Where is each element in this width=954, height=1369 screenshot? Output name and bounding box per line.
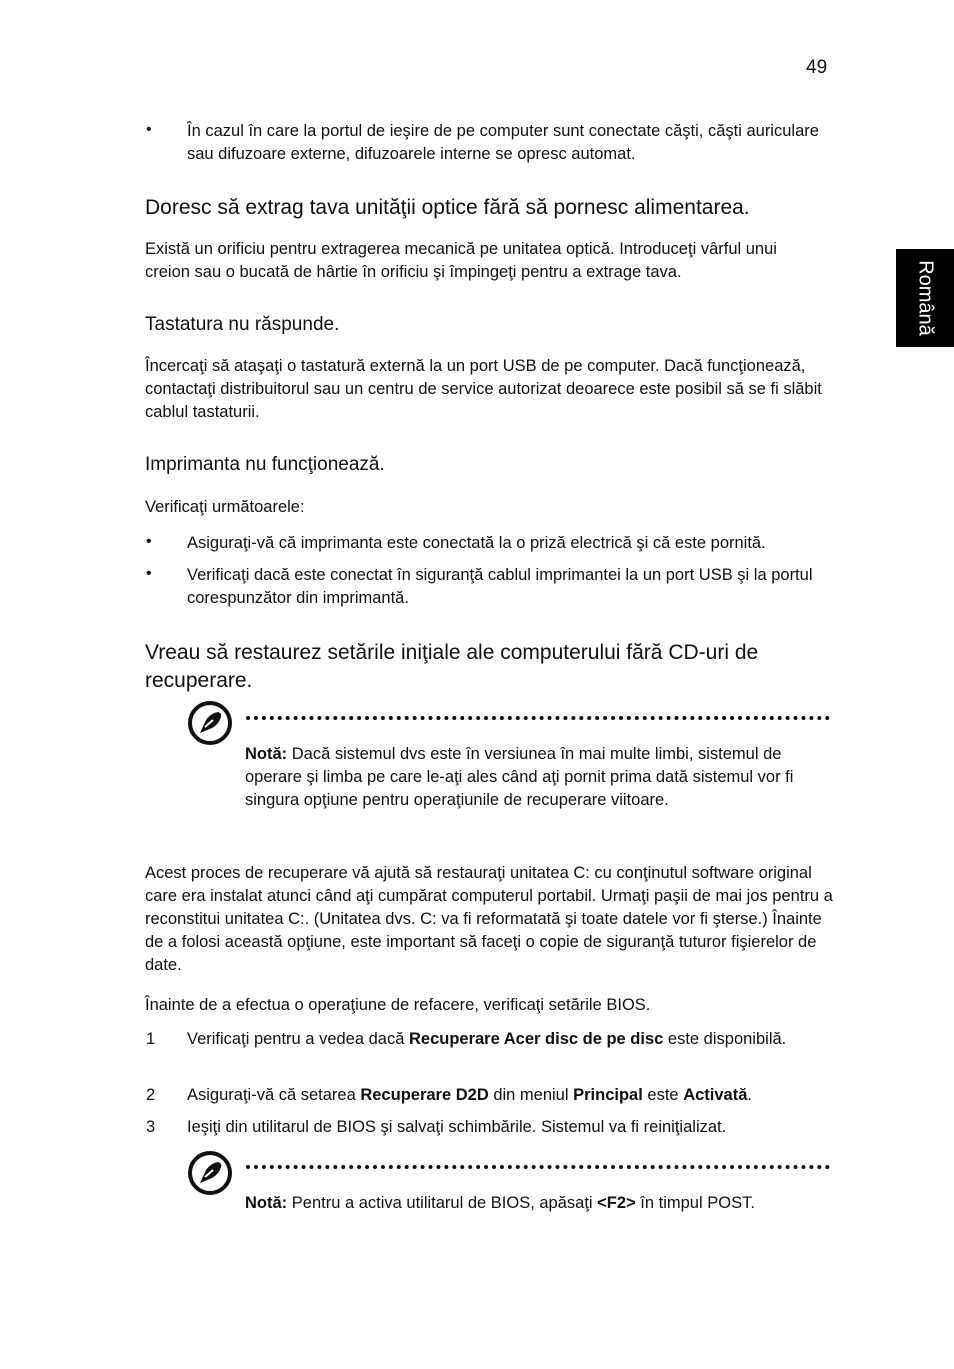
- section-heading: Doresc să extrag tava unităţii optice fără să pornesc alimentarea.: [145, 196, 750, 219]
- step-number: 3: [146, 1118, 156, 1136]
- bullet-text: Verificaţi dacă este conectat în siguranţă cablul imprimantei la un port USB şi la portul corespunzător din imprimantă.: [187, 566, 813, 607]
- section-body: Înainte de a efectua o operaţiune de refacere, verificaţi setările BIOS.: [145, 996, 651, 1014]
- section-body: Există un orificiu pentru extragerea mecanică pe unitatea optică. Introduceţi vârful unui creion sau o bucată de hârtie în orificiu şi împingeţi pentru a extrage tava.: [145, 240, 777, 281]
- language-tab: [896, 249, 954, 347]
- step-number: 2: [146, 1086, 156, 1104]
- bullet-icon: •: [146, 565, 152, 582]
- step-text: Ieşiţi din utilitarul de BIOS şi salvaţi schimbările. Sistemul va fi reiniţializat.: [187, 1118, 727, 1136]
- key-label: <F2>: [597, 1194, 636, 1212]
- section-heading: Tastatura nu răspunde.: [145, 314, 340, 335]
- section-heading: Imprimanta nu funcţionează.: [145, 454, 385, 475]
- step-text: Verificaţi pentru a vedea dacă Recuperare Acer disc de pe disc este disponibilă.: [187, 1030, 787, 1048]
- note-icon: [187, 1150, 233, 1196]
- bullet-icon: •: [146, 121, 152, 138]
- note-divider: [246, 716, 830, 726]
- page-number: 49: [806, 57, 828, 78]
- note-label: Notă:: [245, 1194, 288, 1212]
- note-label: Notă:: [245, 745, 288, 763]
- note-divider: [246, 1165, 830, 1175]
- note-text: [245, 743, 830, 812]
- note-body: Dacă sistemul dvs este în versiunea în mai multe limbi, sistemul de operare şi limba pe care le-aţi ales când aţi pornit prima dată sistemul vor fi singura opţiune pentru operaţiunile de recuperare viitoare.: [245, 745, 794, 809]
- step-text: Asiguraţi-vă că setarea Recuperare D2D din meniul Principal este Activată.: [187, 1086, 752, 1104]
- language-tab-label: Română: [914, 260, 937, 336]
- bullet-icon: •: [146, 533, 152, 550]
- bullet-text: Asiguraţi-vă că imprimanta este conectată la o priză electrică şi că este pornită.: [187, 534, 766, 552]
- note-text: Notă: Pentru a activa utilitarul de BIOS, apăsaţi <F2> în timpul POST.: [245, 1194, 755, 1212]
- note-icon: [187, 700, 233, 746]
- section-heading: Vreau să restaurez setările iniţiale ale computerului fără CD-uri de recuperare.: [145, 641, 759, 692]
- section-body: Acest proces de recuperare vă ajută să restauraţi unitatea C: cu conţinutul software original care era instalat atunci când aţi cumpărat computerul portabil. Urmaţi paşii de mai jos pentru a reconstitui unitatea C:. (Unitatea dvs. C: va fi reformatată şi toate datele vor fi şterse.) Înainte de a folosi această opţiune, este important să faceţi o copie de siguranţă tuturor fişierelor de date.: [145, 864, 833, 974]
- section-intro: Verificaţi următoarele:: [145, 498, 305, 516]
- bullet-text: În cazul în care la portul de ieşire de pe computer sunt conectate căşti, căşti auriculare sau difuzoare externe, difuzoarele interne se opresc automat.: [187, 122, 819, 163]
- step-number: 1: [146, 1030, 156, 1048]
- section-body: Încercaţi să ataşaţi o tastatură externă la un port USB de pe computer. Dacă funcţionează, contactaţi distribuitorul sau un centru de service autorizat deoarece este posibil să se fi slăbit cablul tastaturii.: [145, 357, 822, 421]
